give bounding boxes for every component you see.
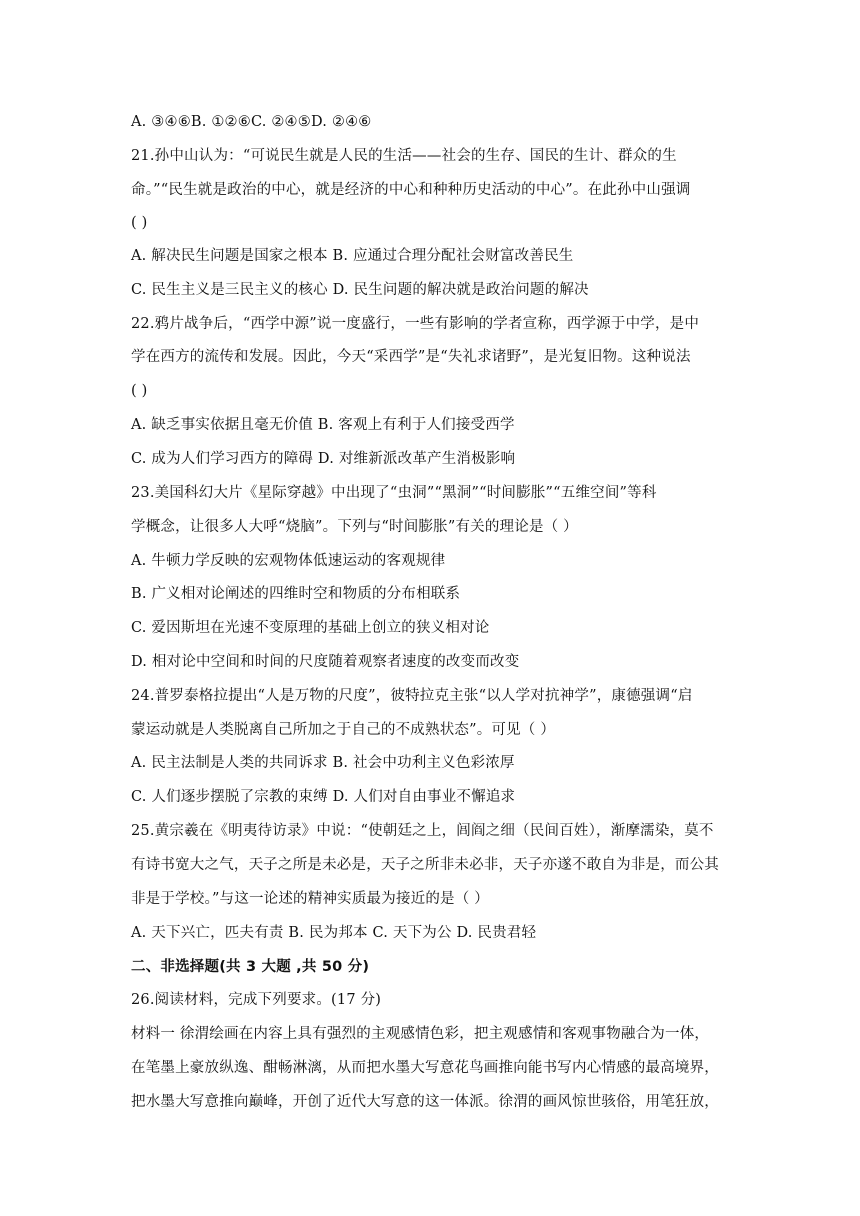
q23-option-d: D. 相对论中空间和时间的尺度随着观察者速度的改变而改变 (131, 654, 520, 670)
q23-option-c: C. 爱因斯坦在光速不变原理的基础上创立的狭义相对论 (131, 620, 490, 636)
q26-material-line-2: 在笔墨上豪放纵逸、酣畅淋漓，从而把水墨大写意花鸟画推向能书写内心情感的最高境界， (131, 1060, 719, 1076)
q23-stem-line-1: 23.美国科幻大片《星际穿越》中出现了“虫洞”“黑洞”“时间膨胀”“五维空间”等科 (131, 485, 657, 501)
q24-options-cd: C. 人们逐步摆脱了宗教的束缚 D. 人们对自由事业不懈追求 (131, 789, 516, 805)
q24-stem-line-2: 蒙运动就是人类脱离自己所加之于自己的不成熟状态”。可见（ ） (131, 722, 556, 738)
q21-stem-line-1: 21.孙中山认为：“可说民生就是人民的生活——社会的生存、国民的生计、群众的生 (131, 148, 677, 164)
q25-stem-line-2: 有诗书宽大之气，天子之所是未必是，天子之所非未必非，天子亦遂不敢自为非是，而公其 (131, 857, 719, 873)
q22-options-ab: A. 缺乏事实依据且毫无价值 B. 客观上有利于人们接受西学 (131, 417, 515, 433)
q21-answer-blank: ( ) (131, 215, 148, 231)
q26-material-line-3: 把水墨大写意推向巅峰，开创了近代大写意的这一体派。徐渭的画风惊世骇俗，用笔狂放， (131, 1094, 719, 1110)
q22-stem-line-1: 22.鸦片战争后，“西学中源”说一度盛行，一些有影响的学者宣称，西学源于中学，是中 (131, 316, 700, 332)
q26-instruction: 26.阅读材料，完成下列要求。(17 分) (131, 992, 382, 1008)
q23-option-a: A. 牛顿力学反映的宏观物体低速运动的客观规律 (131, 553, 446, 569)
section-heading: 二、非选择题(共 3 大题 ,共 50 分) (131, 959, 370, 975)
q20-options: A. ③④⑥B. ①②⑥C. ②④⑤D. ②④⑥ (131, 114, 372, 130)
q25-stem-line-1: 25.黄宗羲在《明夷待访录》中说：“使朝廷之上，闾阎之细（民间百姓），渐摩濡染，莫不 (131, 823, 714, 839)
q24-options-ab: A. 民主法制是人类的共同诉求 B. 社会中功利主义色彩浓厚 (131, 755, 515, 771)
q21-stem-line-2: 命。”“民生就是政治的中心，就是经济的中心和种种历史活动的中心”。在此孙中山强调 (131, 182, 691, 198)
q23-stem-line-2: 学概念，让很多人大呼“烧脑”。下列与“时间膨胀”有关的理论是（ ） (131, 519, 578, 535)
q25-stem-line-3: 非是于学校。”与这一论述的精神实质最为接近的是（ ） (131, 891, 489, 907)
q26-material-line-1: 材料一 徐渭绘画在内容上具有强烈的主观感情色彩，把主观感情和客观事物融合为一体， (131, 1026, 710, 1042)
q25-options: A. 天下兴亡，匹夫有责 B. 民为邦本 C. 天下为公 D. 民贵君轻 (131, 925, 537, 941)
q22-options-cd: C. 成为人们学习西方的障碍 D. 对维新派改革产生消极影响 (131, 451, 516, 467)
q22-stem-line-2: 学在西方的流传和发展。因此，今天“采西学”是“失礼求诸野”，是光复旧物。这种说法 (131, 349, 691, 365)
q24-stem-line-1: 24.普罗泰格拉提出“人是万物的尺度”，彼特拉克主张“以人学对抗神学”，康德强调“启 (131, 688, 693, 704)
q22-answer-blank: ( ) (131, 383, 148, 399)
q23-option-b: B. 广义相对论阐述的四维时空和物质的分布相联系 (131, 586, 461, 602)
q21-options-ab: A. 解决民生问题是国家之根本 B. 应通过合理分配社会财富改善民生 (131, 248, 574, 264)
q21-options-cd: C. 民生主义是三民主义的核心 D. 民生问题的解决就是政治问题的解决 (131, 282, 589, 298)
